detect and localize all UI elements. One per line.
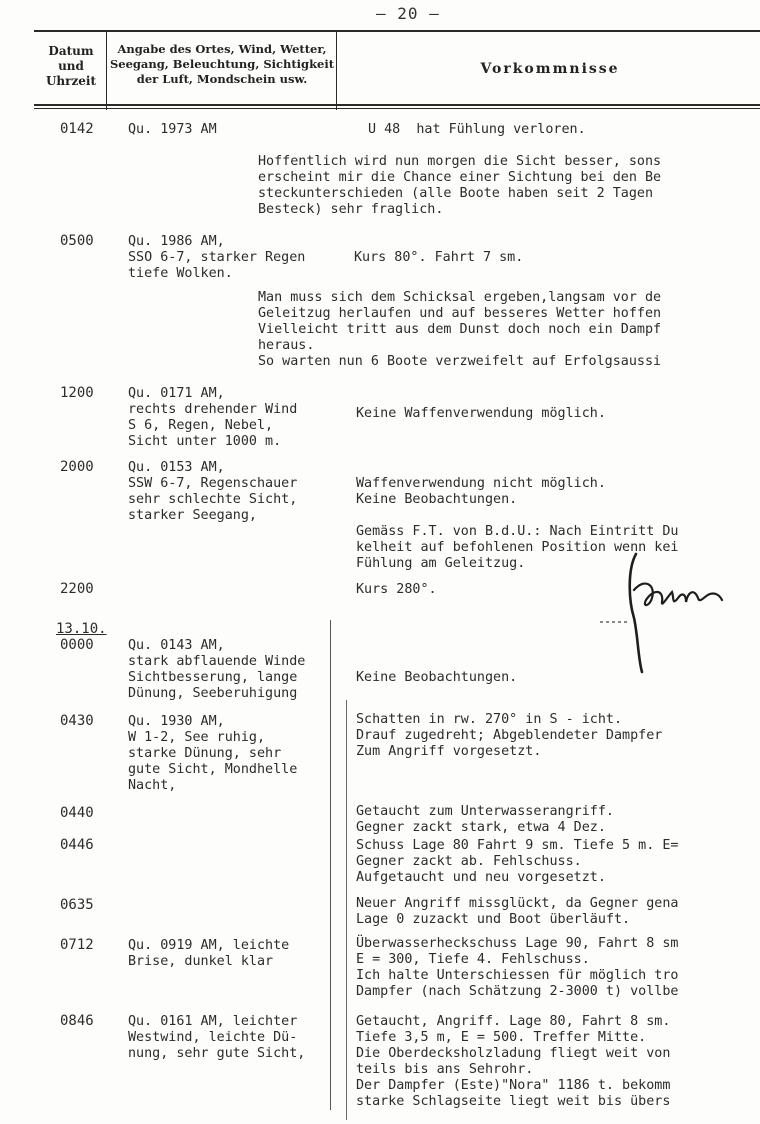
entry-event-line: Lage 0 zuzackt und Boot überläuft. <box>356 912 631 927</box>
entry-event-line: Die Oberdecksholzladung fliegt weit von <box>356 1046 671 1061</box>
entry-time: 0635 <box>60 897 94 913</box>
entry-event-line: teils bis ans Sehrohr. <box>356 1062 534 1077</box>
entry-event-line: Tiefe 3,5 m, E = 500. Treffer Mitte. <box>356 1030 647 1045</box>
entry-location-line: Sichtbesserung, lange <box>128 670 298 685</box>
entry-event-line: Getaucht, Angriff. Lage 80, Fahrt 8 sm. <box>356 1014 671 1029</box>
entry-event-line: Aufgetaucht und neu vorgesetzt. <box>356 870 606 885</box>
entry-location-line: SSO 6-7, starker Regen <box>128 250 306 265</box>
entry-event-line: Zum Angriff vorgesetzt. <box>356 744 542 759</box>
entry-event-line: Besteck) sehr fraglich. <box>258 202 444 217</box>
entry-location-line: Dünung, Seeberuhigung <box>128 686 298 701</box>
entry-event-line: Drauf zugedreht; Abgeblendeter Dampfer <box>356 728 663 743</box>
entry-event-line: Keine Beobachtungen. <box>356 492 518 507</box>
entry-location-line: Sicht unter 1000 m. <box>128 434 282 449</box>
entry-location-line: starke Dünung, sehr <box>128 746 282 761</box>
entry-event-line: Keine Waffenverwendung möglich. <box>356 406 606 421</box>
entry-location-line: Qu. 0153 AM, <box>128 460 225 475</box>
entry-time: 1200 <box>60 385 94 401</box>
header-datum: Datum und Uhrzeit <box>45 44 97 88</box>
entry-location-line: Qu. 0919 AM, leichte <box>128 938 290 953</box>
entry-time: 2200 <box>60 581 94 597</box>
entry-event-line: Gemäss F.T. von B.d.U.: Nach Eintritt Du <box>356 524 679 539</box>
entry-event-line: Überwasserheckschuss Lage 90, Fahrt 8 sm <box>356 936 679 951</box>
entry-time: 0142 <box>60 121 94 137</box>
entry-event-line: Keine Beobachtungen. <box>356 670 518 685</box>
entry-location-line: gute Sicht, Mondhelle <box>128 762 298 777</box>
entry-event-line: Getaucht zum Unterwasserangriff. <box>356 804 614 819</box>
entry-location-line: Qu. 0161 AM, leichter <box>128 1014 298 1029</box>
entry-location-line: rechts drehender Wind <box>128 402 298 417</box>
column-divider-2-lower <box>330 620 331 1110</box>
entry-event-line: Dampfer (nach Schätzung 2-3000 t) vollbe <box>356 984 679 999</box>
entry-event-line: U 48 hat Fühlung verloren. <box>368 122 586 137</box>
handwritten-signature <box>598 548 738 678</box>
entry-event-line: steckunterschieden (alle Boote haben seit 2 Tagen <box>258 186 654 201</box>
entry-event-line: Kurs 80°. Fahrt 7 sm. <box>354 250 524 265</box>
entry-event-line: heraus. <box>258 338 315 353</box>
entry-time: 0446 <box>60 837 94 853</box>
entry-event-line: Der Dampfer (Este)"Nora" 1186 t. bekomm <box>356 1078 671 1093</box>
entry-time: 0846 <box>60 1013 94 1029</box>
header-bottom-rule <box>34 104 760 106</box>
entry-location-line: Brise, dunkel klar <box>128 954 274 969</box>
entry-time: 0500 <box>60 233 94 249</box>
entry-event-line: So warten nun 6 Boote verzweifelt auf Erfolgsaussi <box>258 354 662 369</box>
entry-event-line: Waffenverwendung nicht möglich. <box>356 476 606 491</box>
entry-location-line: nung, sehr gute Sicht, <box>128 1046 306 1061</box>
entry-event-line: starke Schlagseite liegt weit bis übers <box>356 1094 671 1109</box>
entry-event-line: erscheint mir die Chance einer Sichtung bei den Be <box>258 170 662 185</box>
entry-time: 0712 <box>60 937 94 953</box>
entry-location-line: SSW 6-7, Regenschauer <box>128 476 298 491</box>
entry-event-line: Ich halte Unterschiessen für möglich tro <box>356 968 679 983</box>
entry-location-line: Nacht, <box>128 778 177 793</box>
entry-event-line: kelheit auf befohlenen Position wenn kei <box>356 540 679 555</box>
entry-time: 0440 <box>60 805 94 821</box>
column-divider-1 <box>106 30 107 110</box>
entry-location-line: S 6, Regen, Nebel, <box>128 418 274 433</box>
entry-time: 0430 <box>60 713 94 729</box>
entry-time: 0000 <box>60 637 94 653</box>
entry-event-line: Kurs 280°. <box>356 582 437 597</box>
entry-location-line: Qu. 0171 AM, <box>128 386 225 401</box>
entry-location-line: tiefe Wolken. <box>128 266 233 281</box>
entry-date: 13.10. <box>56 621 107 637</box>
column-divider-2 <box>336 30 337 110</box>
entry-location-line: Westwind, leichte Dü- <box>128 1030 298 1045</box>
entry-location-line: starker Seegang, <box>128 508 257 523</box>
entry-event-line: Man muss sich dem Schicksal ergeben,langsam vor de <box>258 290 662 305</box>
header-bottom-rule-thin <box>34 108 760 109</box>
entry-event-line: Gegner zackt ab. Fehlschuss. <box>356 854 582 869</box>
entry-location-line: Qu. 0143 AM, <box>128 638 225 653</box>
header-vorkommnisse: Vorkommnisse <box>480 61 620 77</box>
entry-location-line: stark abflauende Winde <box>128 654 306 669</box>
entry-location-line: sehr schlechte Sicht, <box>128 492 298 507</box>
entry-event-line: Geleitzug herlaufen und auf besseres Wetter hoffen <box>258 306 662 321</box>
page-number: – 20 – <box>376 4 440 23</box>
entry-location-line: W 1-2, See ruhig, <box>128 730 266 745</box>
entry-event-line: Schuss Lage 80 Fahrt 9 sm. Tiefe 5 m. E= <box>356 838 679 853</box>
entry-event-line: Hoffentlich wird nun morgen die Sicht besser, sons <box>258 154 662 169</box>
entry-event-line: Gegner zackt stark, etwa 4 Dez. <box>356 820 606 835</box>
entry-event-line: Schatten in rw. 270° in S - icht. <box>356 712 623 727</box>
entry-time: 2000 <box>60 459 94 475</box>
entry-event-line: Neuer Angriff missglückt, da Gegner gena <box>356 896 679 911</box>
entry-event-line: Fühlung am Geleitzug. <box>356 556 526 571</box>
entry-location-line: Qu. 1973 AM <box>128 122 217 137</box>
entry-location-line: Qu. 1986 AM, <box>128 234 225 249</box>
entry-location-line: Qu. 1930 AM, <box>128 714 225 729</box>
column-divider-3-lower <box>346 700 347 1120</box>
entry-event-line: E = 300, Tiefe 4. Fehlschuss. <box>356 952 590 967</box>
header-top-rule <box>34 30 760 32</box>
header-ortsangabe: Angabe des Ortes, Wind, Wetter, Seegang, Beleuchtung, Sichtigkeit der Luft, Mondschein usw. <box>109 42 335 86</box>
entry-event-line: Vielleicht tritt aus dem Dunst doch noch ein Dampf <box>258 322 662 337</box>
